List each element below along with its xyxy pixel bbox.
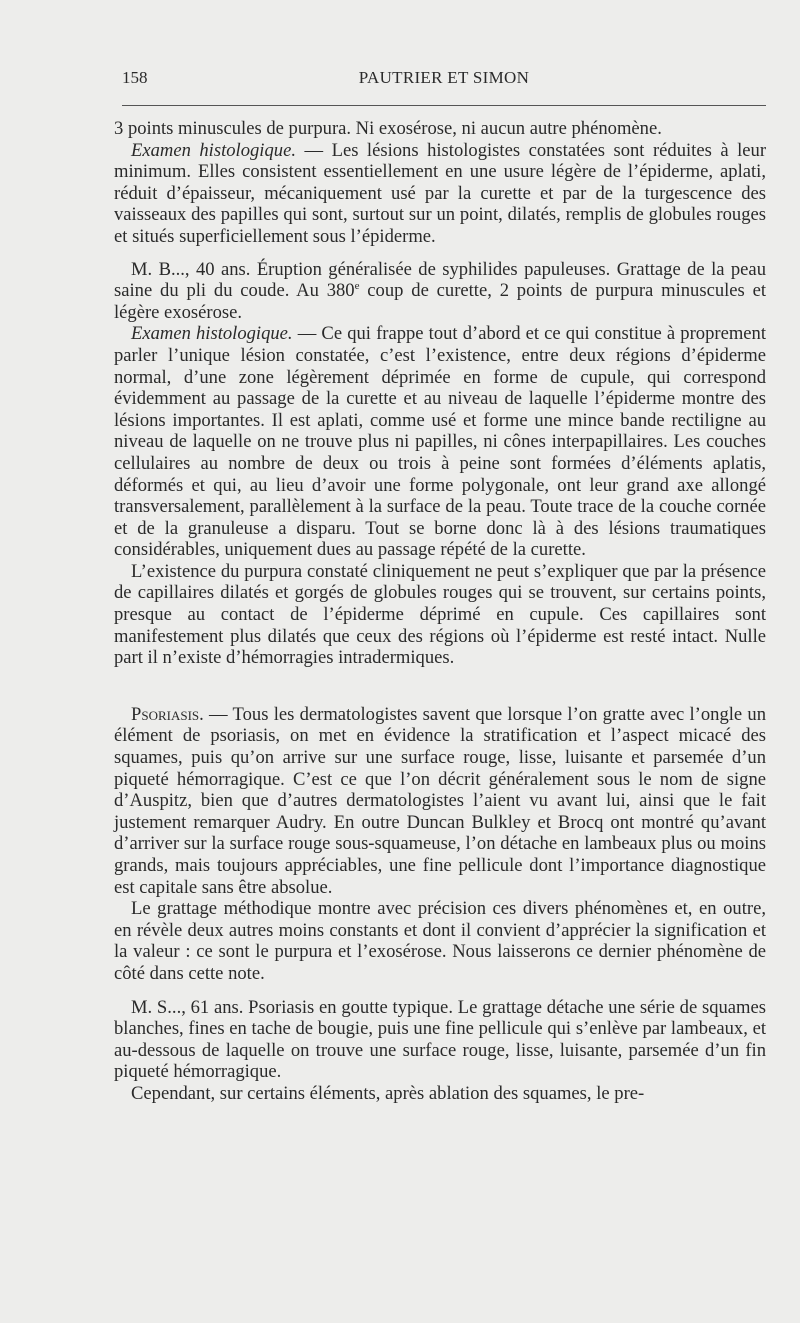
page-header <box>122 68 766 92</box>
paragraph: Le grattage méthodique montre avec précision ces divers phénomènes et, en outre, en révèle deux autres moins constants et dont il convient d’apprécier la signification et la valeur : ce sont le purpura et l’exosérose. Nous laisserons ce dernier phénomène de côté dans cette note. <box>114 898 766 984</box>
paragraph-text: M. B..., 40 ans. Éruption généralisée de syphilides papuleuses. Grattage de la peau saine du pli du coude. Au 380 <box>114 258 766 302</box>
page-number: 158 <box>122 68 148 87</box>
paragraph <box>114 323 766 561</box>
paragraph: 3 points minuscules de purpura. Ni exosérose, ni aucun autre phénomène. <box>114 118 662 139</box>
paragraph <box>114 140 766 248</box>
section-lead: Psoriasis. <box>131 703 204 725</box>
paragraph <box>114 704 766 898</box>
header-rule <box>122 105 766 106</box>
italic-lead: Examen histologique. <box>131 139 296 161</box>
superscript: e <box>354 279 360 292</box>
paragraph-text: — Ce qui frappe tout d’abord et ce qui constitue à proprement parler l’unique lésion constatée, c’est l’existence, entre deux régions d’épiderme normal, d’une zone légèrement déprimée en forme de cupule, qui correspond évidemment au passage de la curette et au niveau de laquelle l’épiderme montre des lésions importantes. Il est aplati, comme usé et forme une mince bande rectiligne au niveau de laquelle on ne trouve plus ni papilles, ni cônes interpapillaires. Les couches cellulaires au nombre de deux ou trois à peine sont formées d’éléments aplatis, déformés et qui, au lieu d’avoir une forme polygonale, ont leur grand axe allongé transversalement, parallèlement à la surface de la peau. Toute trace de la couche cornée et de la granuleuse a disparu. Tout se borne donc là à des lésions traumatiques considérables, uniquement dues au passage répété de la curette. <box>114 323 766 561</box>
paragraph-text: — Les lésions histologistes constatées sont réduites à leur minimum. Elles consistent essentiellement en une usure légère de l’épiderme, aplati, réduit d’épaisseur, mécaniquement usé par la curette et par de la turgescence des vaisseaux des papilles qui sont, surtout sur un point, dilatés, remplis de globules rouges et situés superficiellement sous l’épiderme. <box>114 139 767 247</box>
paragraph <box>114 259 766 324</box>
paragraph-text: coup de curette, 2 points de purpura minuscules et légère exosérose. <box>114 280 767 323</box>
running-head: PAUTRIER ET SIMON <box>358 68 530 87</box>
italic-lead: Examen histologique. <box>131 323 293 345</box>
paragraph: M. S..., 61 ans. Psoriasis en goutte typique. Le grattage détache une série de squames blanches, fines en tache de bougie, puis une fine pellicule qui s’enlève par lambeaux, et au-dessous de laquelle on trouve une surface rouge, lisse, luisante, parsemée d’un fin piqueté hémorragique. <box>114 996 766 1083</box>
body-text <box>114 118 766 1105</box>
paragraph: Cependant, sur certains éléments, après ablation des squames, le pre- <box>131 1082 645 1104</box>
paragraph: L’existence du purpura constaté cliniquement ne peut s’expliquer que par la présence de capillaires dilatés et gorgés de globules rouges qui se trouvent, sur certains points, presque au contact de l’épiderme déprimé en cupule. Ces capillaires sont manifestement plus dilatés que ceux des régions où l’épiderme est resté intact. Nulle part il n’existe d’hémorragies intradermiques. <box>114 560 766 669</box>
paragraph-text: — Tous les dermatologistes savent que lorsque l’on gratte avec l’ongle un élément de psoriasis, on met en évidence la stratification et l’aspect micacé des squames, puis qu’on arrive sur une surface rouge, lisse, luisante et parsemée d’un piqueté hémorragique. C’est ce que l’on décrit généralement sous le nom de signe d’Auspitz, bien que d’autres dermatologistes l’aient vu avant lui, ainsi que le fait justement remarquer Audry. En outre Duncan Bulkley et Brocq ont montré qu’avant d’arriver sur la surface rouge sous-squameuse, l’on détache en lambeaux plus ou moins grands, mais toujours appréciables, une fine pellicule dont l’importance diagnostique est capitale sans être absolue. <box>114 703 766 898</box>
